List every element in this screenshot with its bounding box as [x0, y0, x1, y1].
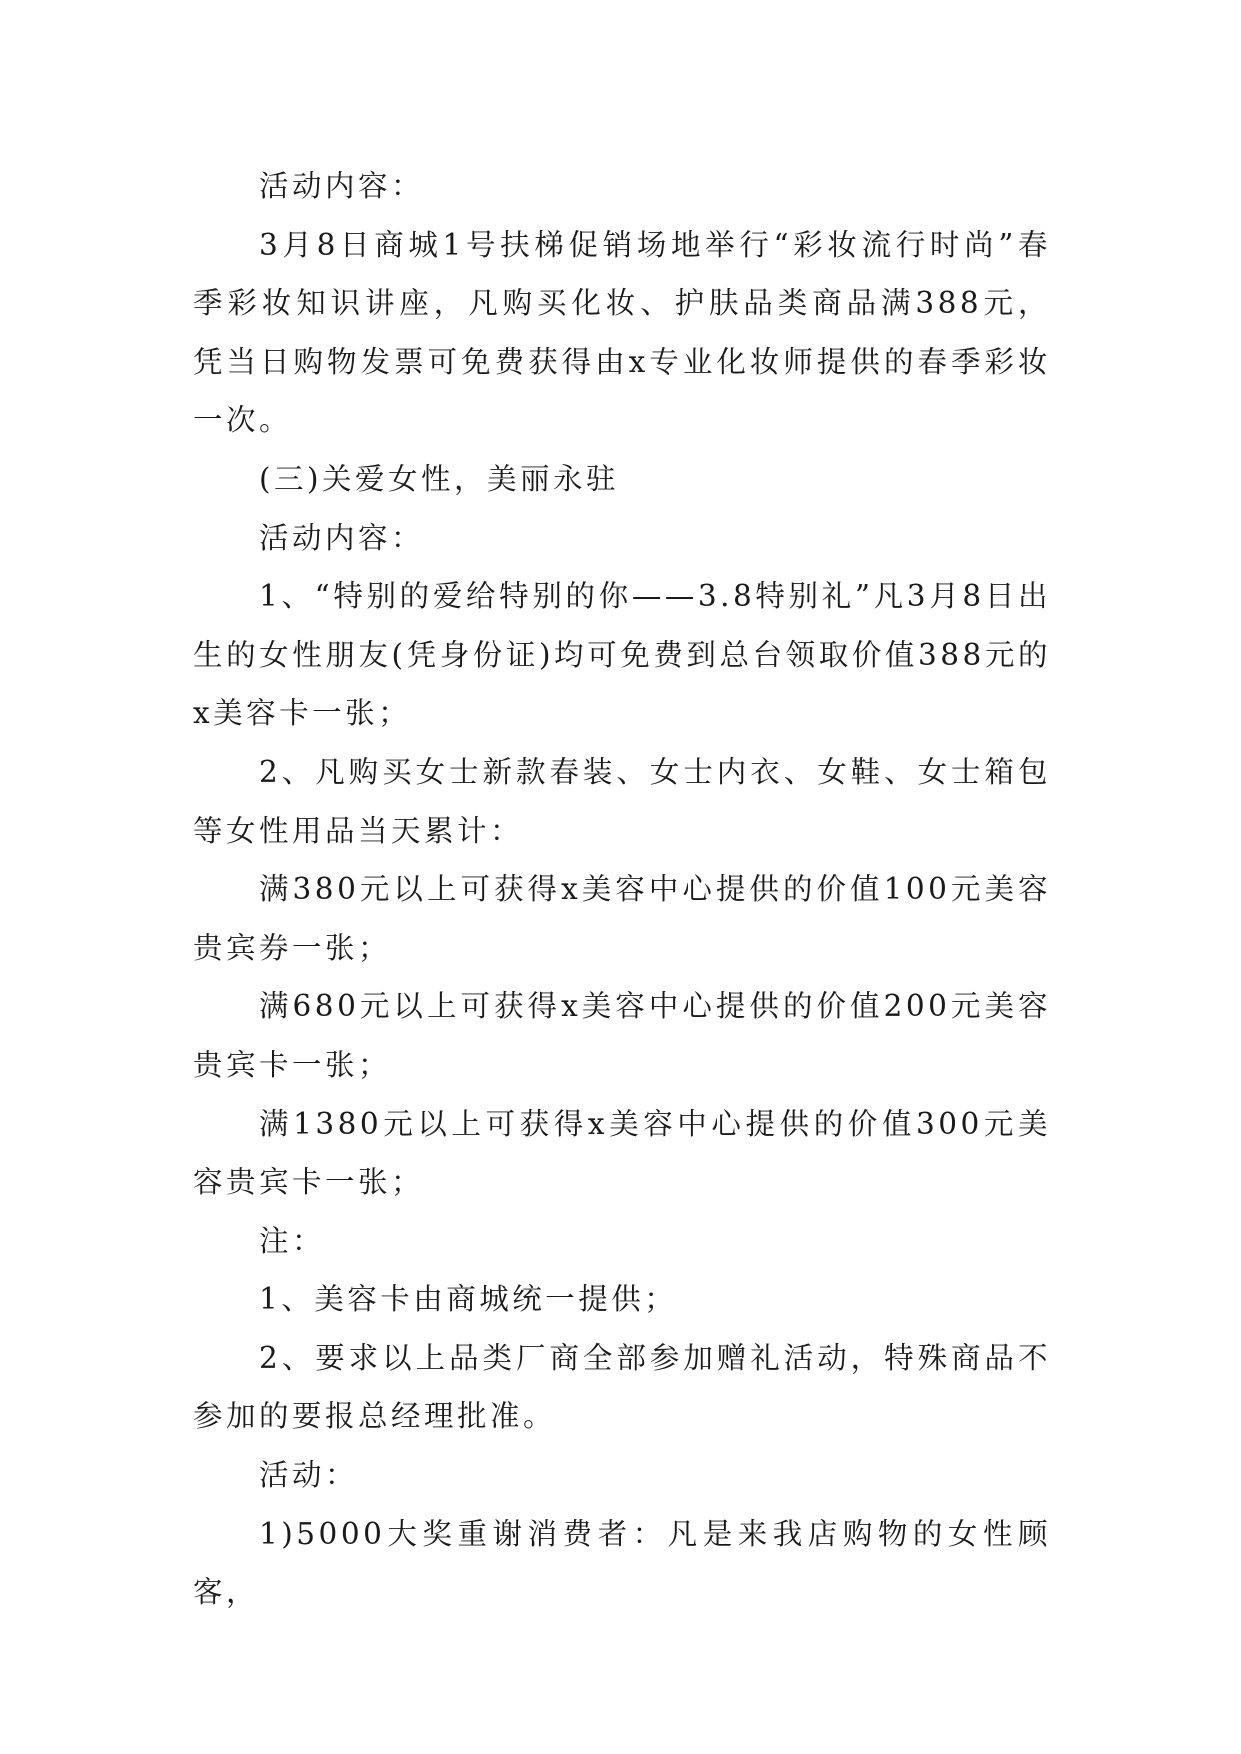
section-heading-care-for-women: (三)关爱女性，美丽永驻 [259, 461, 620, 496]
paragraph-grand-prize: 1)5000大奖重谢消费者：凡是来我店购物的女性顾客， [193, 1516, 1051, 1610]
paragraph-activity-label: 活动： [259, 1458, 359, 1493]
paragraph-womens-goods: 2、凡购买女士新款春装、女士内衣、女鞋、女士箱包等女性用品当天累计： [193, 754, 1051, 848]
paragraph-tier-1380: 满1380元以上可获得x美容中心提供的价值300元美容贵宾卡一张； [193, 1106, 1051, 1200]
paragraph-activity-content-2: 活动内容： [259, 520, 425, 555]
paragraph-makeup-lecture: 3月8日商城1号扶梯促销场地举行“彩妆流行时尚”春季彩妆知识讲座，凡购买化妆、护肤品类商品满388元，凭当日购物发票可免费获得由x专业化妆师提供的春季彩妆一次。 [193, 227, 1051, 438]
document-body [193, 157, 1051, 1622]
paragraph-activity-content-1: 活动内容： [259, 169, 425, 203]
paragraph-tier-680: 满680元以上可获得x美容中心提供的价值200元美容贵宾卡一张； [193, 989, 1051, 1082]
paragraph-tier-380: 满380元以上可获得x美容中心提供的价值100元美容贵宾券一张； [193, 872, 1051, 965]
paragraph-special-gift: 1、“特别的爱给特别的你——3.8特别礼”凡3月8日出生的女性朋友(凭身份证)均可免费到总台领取价值388元的x美容卡一张； [193, 579, 1051, 731]
paragraph-note-2: 2、要求以上品类厂商全部参加赠礼活动，特殊商品不参加的要报总经理批准。 [193, 1340, 1051, 1434]
paragraph-note-1: 1、美容卡由商城统一提供； [259, 1282, 678, 1317]
paragraph-note-label: 注： [259, 1223, 326, 1258]
